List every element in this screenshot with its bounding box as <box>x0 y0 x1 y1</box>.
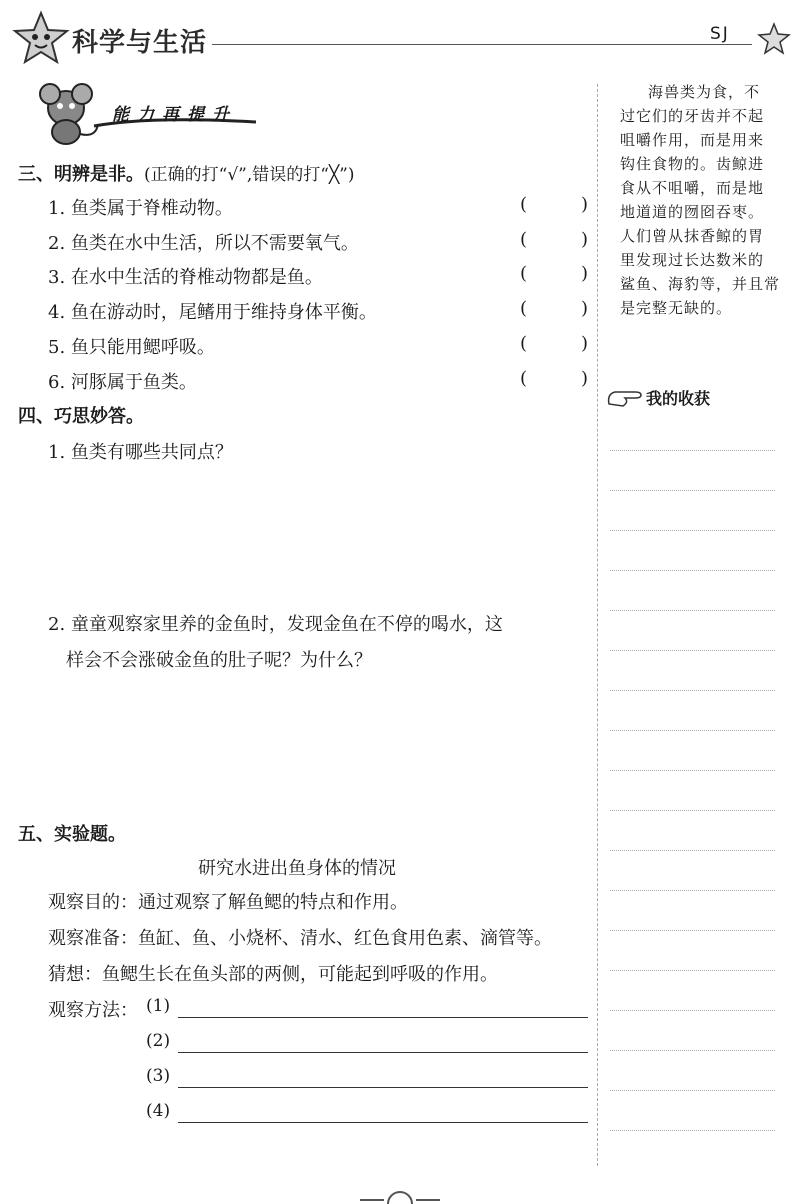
sidebar-text-line: 过它们的牙齿并不起 <box>620 107 765 125</box>
question-2-line2: 样会不会涨破金鱼的肚子呢？为什么？ <box>66 650 372 671</box>
tf-item-5: 5. 鱼只能用鳃呼吸。 <box>48 337 215 358</box>
method-num-4: (4) <box>146 1101 171 1121</box>
experiment-title: 研究水进出鱼身体的情况 <box>198 858 396 879</box>
tf-item-3: 3. 在水中生活的脊椎动物都是鱼。 <box>48 267 323 288</box>
method-num-1: (1) <box>146 996 171 1016</box>
paren-open: ( <box>520 194 528 215</box>
notes-line[interactable] <box>610 730 775 731</box>
header-title: 科学与生活 <box>72 28 208 58</box>
answer-paren-6[interactable] <box>520 368 588 389</box>
method-answer-line-1[interactable] <box>178 1017 588 1018</box>
question-2-line1: 2. 童童观察家里养的金鱼时，发现金鱼在不停的喝水，这 <box>48 614 503 635</box>
answer-area-2[interactable] <box>48 680 588 810</box>
answer-paren-2[interactable] <box>520 229 588 250</box>
hypothesis: 猜想：鱼鳃生长在鱼头部的两侧，可能起到呼吸的作用。 <box>48 964 498 985</box>
sidebar-text-line: 地道道的囫囵吞枣。 <box>620 203 765 221</box>
notes-line[interactable] <box>610 610 775 611</box>
method-answer-line-3[interactable] <box>178 1087 588 1088</box>
notes-line[interactable] <box>610 450 775 451</box>
notes-line[interactable] <box>610 1090 775 1091</box>
notes-line[interactable] <box>610 570 775 571</box>
notes-line[interactable] <box>610 810 775 811</box>
notes-line[interactable] <box>610 530 775 531</box>
sidebar-text-line: 人们曾从抹香鲸的胃 <box>620 227 765 245</box>
paren-close: ) <box>580 368 588 389</box>
star-mascot-icon <box>12 10 70 68</box>
notes-line[interactable] <box>610 690 775 691</box>
tf-item-4: 4. 鱼在游动时，尾鳍用于维持身体平衡。 <box>48 302 377 323</box>
notes-line[interactable] <box>610 890 775 891</box>
answer-paren-3[interactable] <box>520 263 588 284</box>
section3-title-text: 三、明辨是非。 <box>18 164 144 185</box>
notes-line[interactable] <box>610 1050 775 1051</box>
sidebar-text-line: 鲨鱼、海豹等，并且常 <box>620 275 781 293</box>
notes-line[interactable] <box>610 770 775 771</box>
notes-line[interactable] <box>610 1010 775 1011</box>
notes-line[interactable] <box>610 1130 775 1131</box>
sidebar-text-line: 是完整无缺的。 <box>620 299 733 317</box>
question-1: 1. 鱼类有哪些共同点？ <box>48 442 233 463</box>
method-answer-line-2[interactable] <box>178 1052 588 1053</box>
tf-item-1: 1. 鱼类属于脊椎动物。 <box>48 198 233 219</box>
header-rule <box>212 44 752 45</box>
section5-title: 五、实验题。 <box>18 824 126 845</box>
method-label: 观察方法： <box>48 1000 138 1021</box>
tf-item-6: 6. 河豚属于鱼类。 <box>48 372 197 393</box>
answer-paren-1[interactable] <box>520 194 588 215</box>
observation-preparation: 观察准备：鱼缸、鱼、小烧杯、清水、红色食用色素、滴管等。 <box>48 928 552 949</box>
sidebar-text-line: 食从不咀嚼，而是地 <box>620 179 765 197</box>
page-number-badge-icon <box>356 1188 444 1204</box>
observation-purpose: 观察目的：通过观察了解鱼鳃的特点和作用。 <box>48 892 408 913</box>
notes-line[interactable] <box>610 650 775 651</box>
paren-open: ( <box>520 298 528 319</box>
paren-close: ) <box>580 263 588 284</box>
paren-close: ) <box>580 298 588 319</box>
section3-title <box>18 160 355 186</box>
notes-line[interactable] <box>610 930 775 931</box>
sidebar-divider <box>597 84 598 1166</box>
method-answer-line-4[interactable] <box>178 1122 588 1123</box>
sidebar-text-line: 钩住食物的。齿鲸进 <box>620 155 765 173</box>
paren-open: ( <box>520 333 528 354</box>
method-num-3: (3) <box>146 1066 171 1086</box>
paren-open: ( <box>520 368 528 389</box>
tf-item-2: 2. 鱼类在水中生活，所以不需要氧气。 <box>48 233 359 254</box>
star-deco-icon <box>756 20 792 60</box>
harvest-label: 我的收获 <box>646 389 711 408</box>
pointing-hand-icon <box>605 386 645 410</box>
answer-paren-5[interactable] <box>520 333 588 354</box>
paren-close: ) <box>580 194 588 215</box>
sidebar-text-line: 海兽类为食，不 <box>648 83 761 101</box>
paren-open: ( <box>520 229 528 250</box>
sidebar-text-line: 咀嚼作用，而是用来 <box>620 131 765 149</box>
paren-close: ) <box>580 229 588 250</box>
header-code: SJ <box>710 24 730 44</box>
notes-line[interactable] <box>610 490 775 491</box>
banner-title: 能力再提升 <box>112 105 237 125</box>
method-num-2: (2) <box>146 1031 171 1051</box>
paren-close: ) <box>580 333 588 354</box>
section4-title: 四、巧思妙答。 <box>18 406 144 427</box>
notes-line[interactable] <box>610 970 775 971</box>
sidebar-text-line: 里发现过长达数米的 <box>620 251 765 269</box>
section3-note: (正确的打“√”,错误的打“╳”) <box>144 165 355 185</box>
answer-paren-4[interactable] <box>520 298 588 319</box>
notes-line[interactable] <box>610 850 775 851</box>
answer-area-1[interactable] <box>48 470 588 600</box>
paren-open: ( <box>520 263 528 284</box>
